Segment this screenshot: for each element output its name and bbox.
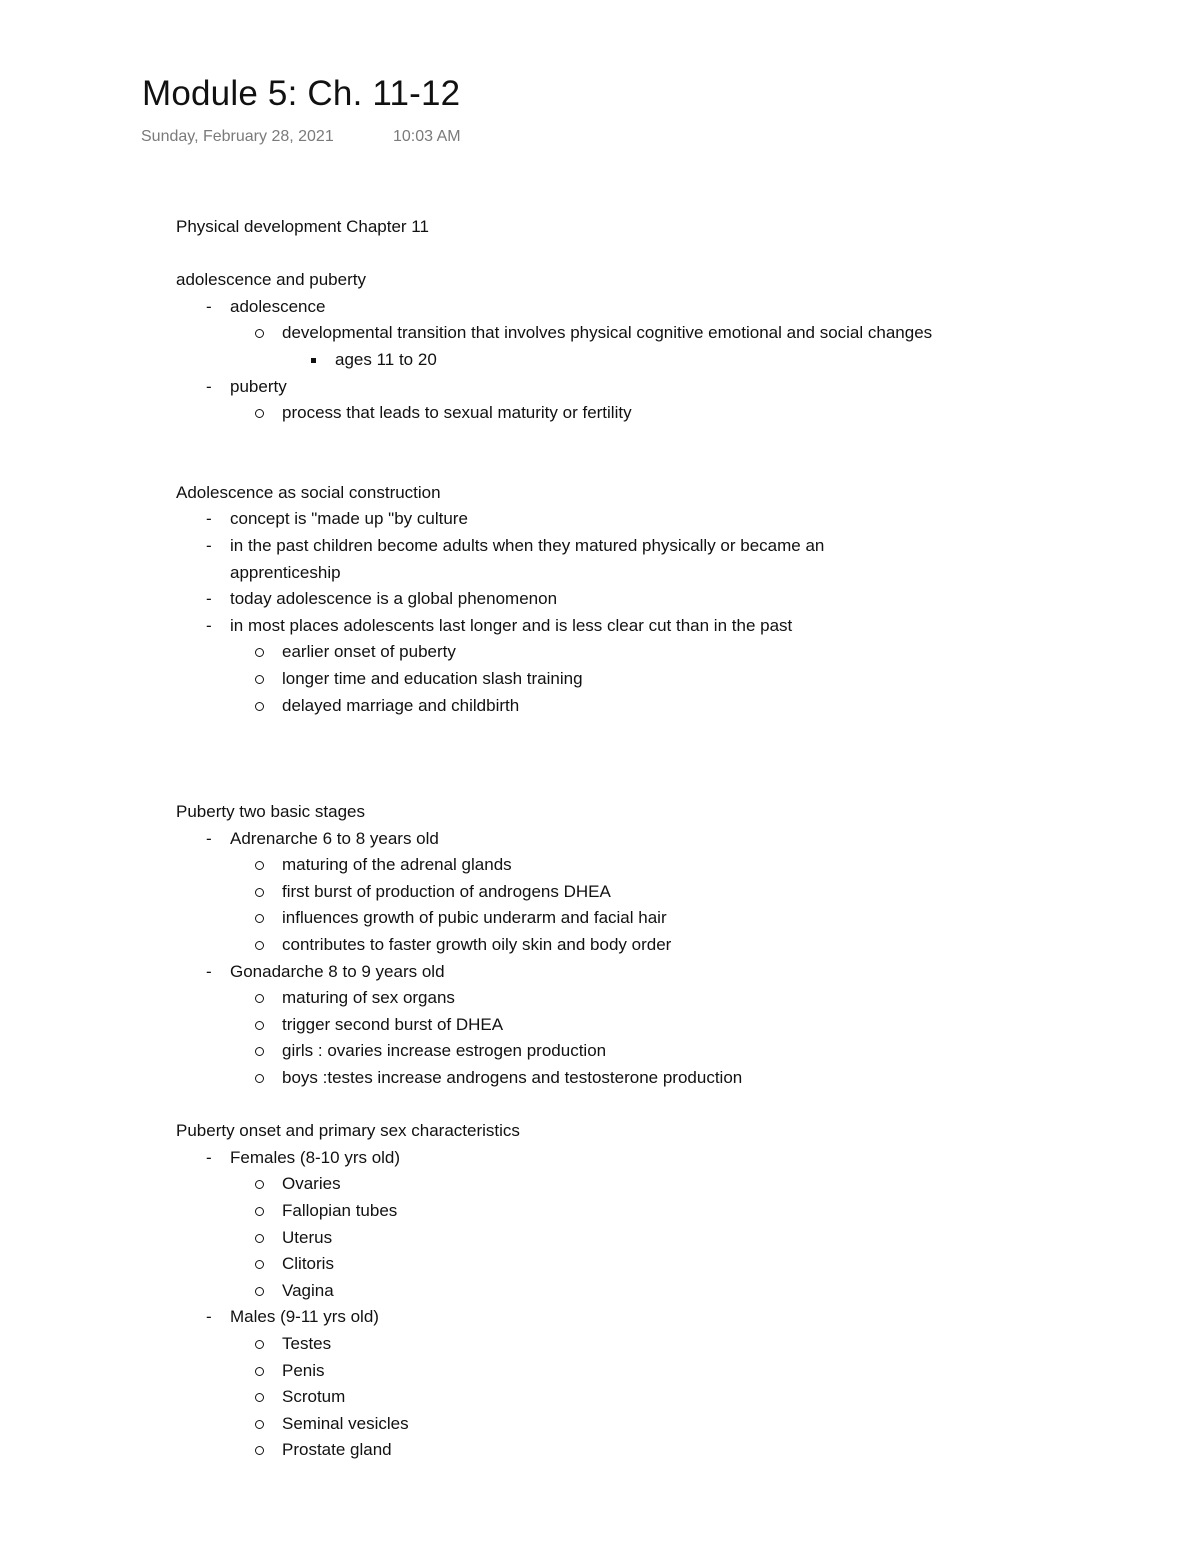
circle-bullet-icon — [255, 1287, 264, 1296]
circle-bullet-icon — [255, 648, 264, 657]
circle-bullet-icon — [255, 1234, 264, 1243]
sub-list — [230, 1171, 1136, 1304]
dash-bullet: - — [206, 828, 212, 848]
circle-bullet-icon — [255, 1446, 264, 1455]
list-item: boys :testes increase androgens and testosterone production — [230, 1065, 1136, 1092]
dash-bullet: - — [206, 589, 212, 609]
list-item: Clitoris — [230, 1251, 1136, 1278]
list-item: delayed marriage and childbirth — [230, 693, 1136, 720]
circle-bullet-icon — [255, 1367, 264, 1376]
circle-bullet-icon — [255, 1047, 264, 1056]
circle-bullet-icon — [255, 1420, 264, 1429]
circle-bullet-icon — [255, 941, 264, 950]
circle-bullet-icon — [255, 914, 264, 923]
circle-bullet-icon — [255, 1207, 264, 1216]
page-title: Module 5: Ch. 11-12 — [142, 74, 461, 113]
circle-bullet-icon — [255, 1340, 264, 1349]
circle-bullet-icon — [255, 1260, 264, 1269]
dash-bullet: - — [206, 535, 212, 555]
list-item: Testes — [230, 1331, 1136, 1358]
note-time: 10:03 AM — [393, 128, 461, 145]
sub-list — [230, 1331, 1136, 1464]
circle-bullet-icon — [255, 1393, 264, 1402]
list-item: Ovaries — [230, 1171, 1136, 1198]
dash-bullet: - — [206, 296, 212, 316]
bullet-list — [176, 826, 1136, 1092]
list-item: longer time and education slash training — [230, 666, 1136, 693]
list-item: girls : ovaries increase estrogen production — [230, 1038, 1136, 1065]
list-item: - Adrenarche 6 to 8 years old maturing of the adrenal glands first burst of production of androgens DHEA influences growth of pubic underarm and facial hair contributes to faster growth oily skin and body order — [176, 826, 1136, 959]
sub-list — [230, 400, 1136, 427]
dash-bullet: - — [206, 1147, 212, 1167]
bullet-list — [176, 506, 1136, 719]
list-item: maturing of the adrenal glands — [230, 852, 1136, 879]
sub-list — [230, 639, 1136, 719]
circle-bullet-icon — [255, 1074, 264, 1083]
list-item: process that leads to sexual maturity or fertility — [230, 400, 1136, 427]
circle-bullet-icon — [255, 329, 264, 338]
note-date: Sunday, February 28, 2021 — [141, 128, 334, 145]
circle-bullet-icon — [255, 861, 264, 870]
sub-list — [230, 852, 1136, 958]
bullet-list — [176, 294, 1136, 427]
circle-bullet-icon — [255, 994, 264, 1003]
list-item: Uterus — [230, 1225, 1136, 1252]
list-item: - Males (9-11 yrs old) Testes Penis Scrotum Seminal vesicles Prostate gland — [176, 1304, 1136, 1464]
dash-bullet: - — [206, 615, 212, 635]
list-item: - in the past children become adults when they matured physically or became an apprenticeship — [176, 533, 1136, 586]
list-item: first burst of production of androgens DHEA — [230, 879, 1136, 906]
list-item: Prostate gland — [230, 1437, 1136, 1464]
list-item: contributes to faster growth oily skin and body order — [230, 932, 1136, 959]
circle-bullet-icon — [255, 409, 264, 418]
list-item: developmental transition that involves physical cognitive emotional and social changes ages 11 to 20 — [230, 320, 1136, 373]
section-heading: Puberty two basic stages — [176, 802, 365, 822]
sub-list — [230, 320, 1136, 373]
list-item: - puberty process that leads to sexual maturity or fertility — [176, 374, 1136, 427]
list-item: Fallopian tubes — [230, 1198, 1136, 1225]
sub-list — [230, 985, 1136, 1091]
circle-bullet-icon — [255, 1021, 264, 1030]
section-heading: Adolescence as social construction — [176, 482, 441, 502]
section-heading: Puberty onset and primary sex characteristics — [176, 1121, 520, 1141]
bullet-list — [176, 1145, 1136, 1464]
square-bullet-icon — [311, 358, 316, 363]
dash-bullet: - — [206, 509, 212, 529]
circle-bullet-icon — [255, 675, 264, 684]
list-item: - Gonadarche 8 to 9 years old maturing of sex organs trigger second burst of DHEA girls : ovaries increase estrogen production boys :testes increase androgens and testosterone production — [176, 959, 1136, 1092]
list-item: influences growth of pubic underarm and facial hair — [230, 905, 1136, 932]
list-item: Vagina — [230, 1278, 1136, 1305]
list-item: Seminal vesicles — [230, 1411, 1136, 1438]
list-item: - Females (8-10 yrs old) Ovaries Fallopian tubes Uterus Clitoris Vagina — [176, 1145, 1136, 1305]
list-item: - concept is "made up "by culture — [176, 506, 1136, 533]
circle-bullet-icon — [255, 1180, 264, 1189]
note-body — [176, 214, 1136, 1464]
list-item: Scrotum — [230, 1384, 1136, 1411]
dash-bullet: - — [206, 1307, 212, 1327]
list-item: maturing of sex organs — [230, 985, 1136, 1012]
dash-bullet: - — [206, 961, 212, 981]
dash-bullet: - — [206, 376, 212, 396]
list-item: - in most places adolescents last longer and is less clear cut than in the past earlier onset of puberty longer time and education slash training delayed marriage and childbirth — [176, 613, 1136, 719]
list-item: earlier onset of puberty — [230, 639, 1136, 666]
circle-bullet-icon — [255, 888, 264, 897]
list-item: trigger second burst of DHEA — [230, 1012, 1136, 1039]
list-item: ages 11 to 20 — [282, 347, 1136, 374]
sub-sub-list — [282, 347, 1136, 374]
list-item: Penis — [230, 1358, 1136, 1385]
list-item: - adolescence developmental transition that involves physical cognitive emotional and social changes ages 11 to 20 — [176, 294, 1136, 374]
list-item: - today adolescence is a global phenomenon — [176, 586, 1136, 613]
circle-bullet-icon — [255, 702, 264, 711]
section-heading: Physical development Chapter 11 — [176, 217, 429, 236]
section-heading: adolescence and puberty — [176, 270, 366, 290]
